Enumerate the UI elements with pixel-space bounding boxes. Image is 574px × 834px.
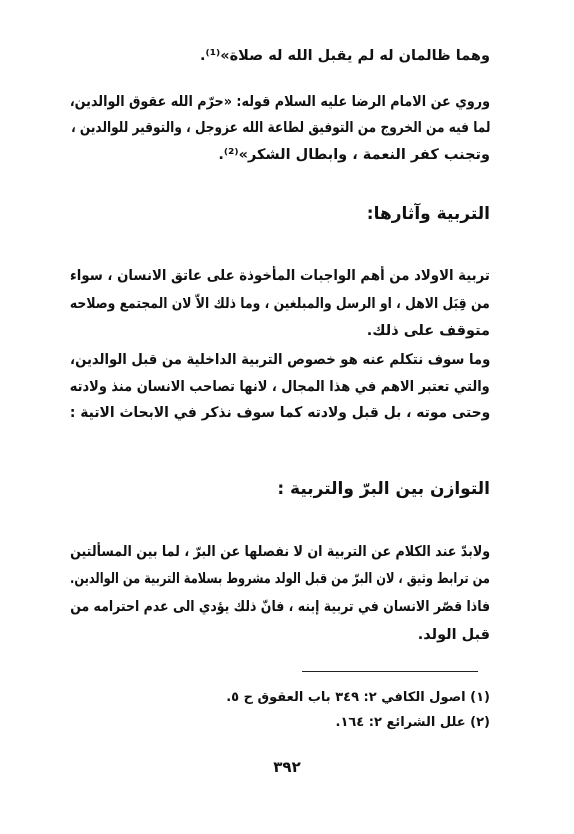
footnote-divider [302,671,478,672]
footnote: (١) اصول الكافي ٢: ٣٤٩ باب العقوق ح ٥. [226,690,490,705]
text-line: فاذا قصّر الانسان في تربية إبنه ، فانّ ذلك يؤدي الى عدم احترامه من [70,599,490,615]
text-line: تربية الاولاد من أهم الواجبات المأخوذة على عاتق الانسان ، سواء [70,268,490,284]
text-line: من ترابط وثيق ، لان البرّ من قبل الولد مشروط بسلامة التربية من الوالدين. [70,571,490,587]
section-heading: التوازن بين البرّ والتربية : [277,479,490,499]
text-line: من قِبَل الاهل ، او الرسل والمبلغين ، وما ذلك الاّ لان المجتمع وصلاحه [70,296,490,312]
text-line: لما فيه من الخروج من التوفيق لطاعة الله عزوجل ، والتوقير للوالدين ، [70,120,490,136]
footnote: (٢) علل الشرائع ٢: ١٦٤. [335,715,490,730]
text-line: وروي عن الامام الرضا عليه السلام قوله: «حرّم الله عقوق الوالدين، [69,94,490,110]
text-line: وما سوف نتكلم عنه هو خصوص التربية الداخلية من قبل الوالدين، [69,352,490,368]
text-line: ولابدّ عند الكلام عن التربية ان لا نفصلها عن البرّ ، لما بين المسألتين [69,544,490,560]
page-number: ٣٩٢ [273,758,301,776]
text-line: وحتى موته ، بل قبل ولادته كما سوف نذكر في الابحاث الاتية : [69,405,490,421]
text-line: متوقف على ذلك. [366,323,490,339]
text-line: والتي تعتبر الاهم في هذا المجال ، لانها تصاحب الانسان منذ ولادته [70,379,490,395]
text-line: وتجنب كفر النعمة ، وابطال الشكر»⁽²⁾. [218,147,490,163]
text-line: وهما ظالمان له لم يقبل الله له صلاة»⁽¹⁾. [200,48,490,64]
text-line: قبل الولد. [417,627,490,643]
section-heading: التربية وآثارها: [366,204,490,224]
